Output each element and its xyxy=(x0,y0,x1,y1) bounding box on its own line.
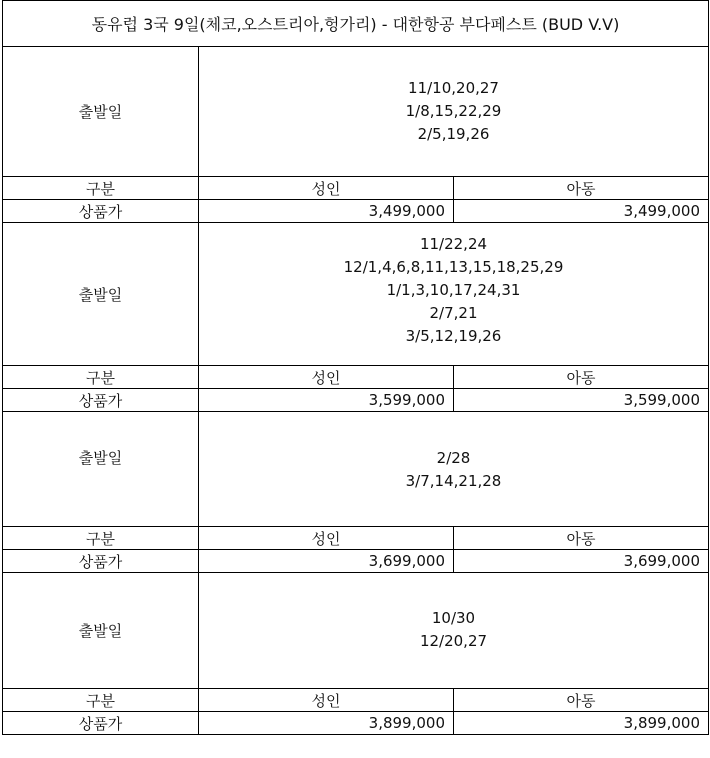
price-label: 상품가 xyxy=(3,550,199,573)
adult-label: 성인 xyxy=(199,527,454,550)
departure-dates-1 xyxy=(199,47,709,177)
child-label: 아동 xyxy=(454,689,709,712)
date-line: 2/5,19,26 xyxy=(417,125,490,143)
child-price-4: 3,899,000 xyxy=(454,712,709,735)
child-price-3: 3,699,000 xyxy=(454,550,709,573)
adult-price-4: 3,899,000 xyxy=(199,712,454,735)
adult-price-2: 3,599,000 xyxy=(199,389,454,412)
adult-price-3: 3,699,000 xyxy=(199,550,454,573)
date-line: 1/1,3,10,17,24,31 xyxy=(386,281,521,299)
departure-label: 출발일 xyxy=(3,47,199,177)
date-line: 3/7,14,21,28 xyxy=(405,472,502,490)
category-label: 구분 xyxy=(3,689,199,712)
price-label: 상품가 xyxy=(3,200,199,223)
departure-dates-2 xyxy=(199,223,709,366)
category-label: 구분 xyxy=(3,366,199,389)
date-line: 3/5,12,19,26 xyxy=(405,327,502,345)
departure-label: 출발일 xyxy=(3,573,199,689)
departure-label: 출발일 xyxy=(3,412,199,527)
adult-label: 성인 xyxy=(199,177,454,200)
date-line: 11/10,20,27 xyxy=(408,79,499,97)
price-label: 상품가 xyxy=(3,389,199,412)
price-table xyxy=(2,0,709,735)
adult-label: 성인 xyxy=(199,366,454,389)
date-line: 12/20,27 xyxy=(419,632,488,650)
departure-dates-3 xyxy=(199,412,709,527)
departure-label: 출발일 xyxy=(3,223,199,366)
category-label: 구분 xyxy=(3,527,199,550)
price-label: 상품가 xyxy=(3,712,199,735)
date-line: 11/22,24 xyxy=(419,235,488,253)
child-label: 아동 xyxy=(454,527,709,550)
adult-label: 성인 xyxy=(199,689,454,712)
child-price-1: 3,499,000 xyxy=(454,200,709,223)
adult-price-1: 3,499,000 xyxy=(199,200,454,223)
child-price-2: 3,599,000 xyxy=(454,389,709,412)
date-line: 2/28 xyxy=(436,449,471,467)
category-label: 구분 xyxy=(3,177,199,200)
date-line: 12/1,4,6,8,11,13,15,18,25,29 xyxy=(343,258,564,276)
child-label: 아동 xyxy=(454,177,709,200)
child-label: 아동 xyxy=(454,366,709,389)
date-line: 1/8,15,22,29 xyxy=(405,102,502,120)
date-line: 2/7,21 xyxy=(429,304,478,322)
date-line: 10/30 xyxy=(431,609,476,627)
departure-dates-4 xyxy=(199,573,709,689)
page-title: 동유럽 3국 9일(체코,오스트리아,헝가리) - 대한항공 부다페스트 (BUD V.V) xyxy=(3,1,709,47)
